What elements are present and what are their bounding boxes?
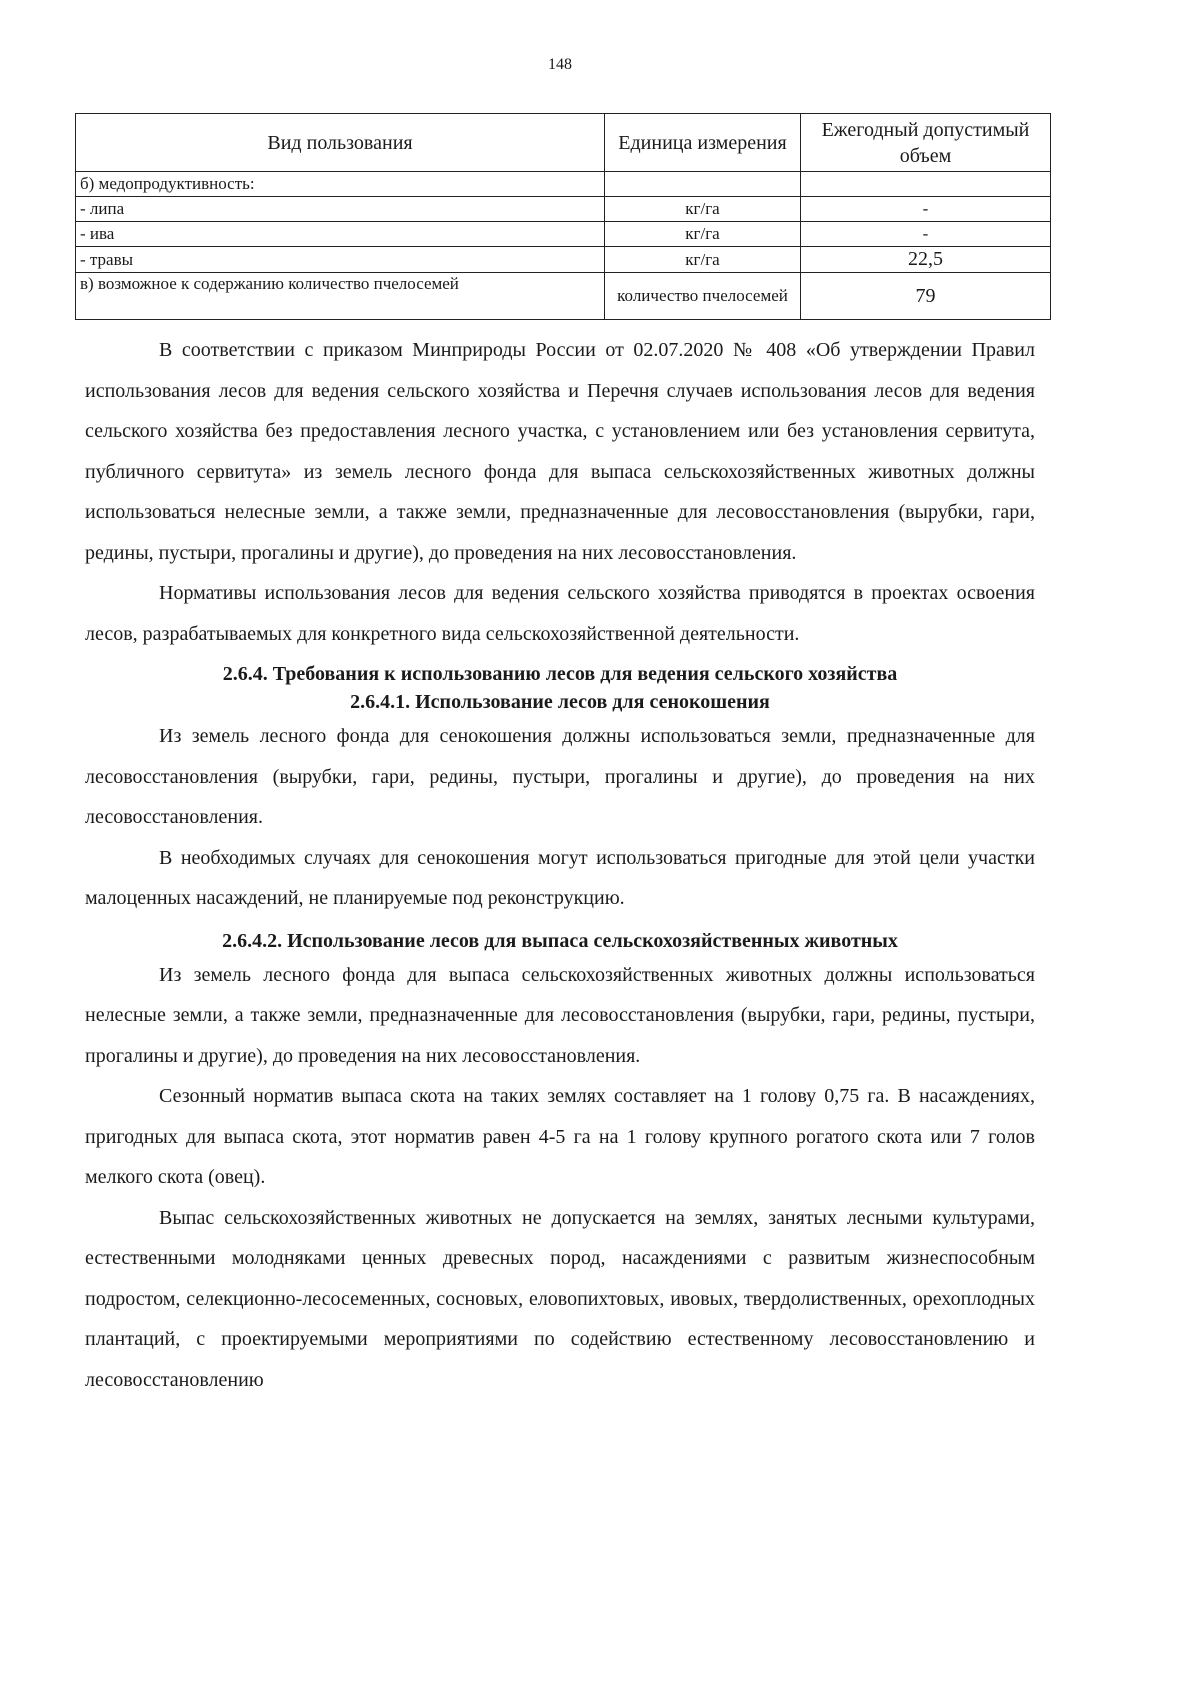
row-name: - липа (76, 197, 605, 222)
row-name: в) возможное к содержанию количество пчелосемей (76, 273, 605, 320)
row-value: 79 (801, 273, 1051, 320)
paragraph-norms: Нормативы использования лесов для ведения сельского хозяйства приводятся в проектах освоения лесов, разрабатываемых для конкретного вида сельскохозяйственной деятельности. (85, 582, 1035, 645)
section-heading-2-6-4-2: 2.6.4.2. Использование лесов для выпаса сельскохозяйственных животных (222, 929, 898, 952)
header-annual-volume: Ежегодный допустимый объем (801, 114, 1051, 172)
paragraph-grazing-restrictions: Выпас сельскохозяйственных животных не допускается на землях, занятых лесными культурами, естественными молодняками ценных древесных пород, насаждениями с развитым жизнеспособным подростом, селекционно-лесосеменных, сосновых, еловопихтовых, ивовых, твердолиственных, орехоплодных плантаций, с проектируемыми мероприятиями по содействию естественному лесовосстановлению и лесовосстановлению (85, 1206, 1035, 1391)
row-unit: кг/га (605, 247, 801, 273)
table-header-row (76, 114, 1051, 172)
table-row (76, 172, 1051, 197)
paragraph-grazing-lands: Из земель лесного фонда для выпаса сельскохозяйственных животных должны использоваться нелесные земли, а также земли, предназначенные для лесовосстановления (вырубки, гари, редины, пустыри, прогалины и другие), до проведения на них лесовосстановления. (85, 963, 1035, 1067)
row-name: - ива (76, 222, 605, 247)
forest-use-table (75, 113, 1051, 320)
row-value: - (801, 197, 1051, 222)
paragraph-grazing-norm: Сезонный норматив выпаса скота на таких землях составляет на 1 голову 0,75 га. В насаждениях, пригодных для выпаса скота, этот норматив равен 4-5 га на 1 голову крупного рогатого скота или 7 голов мелкого скота (овец). (85, 1085, 1035, 1188)
paragraph-haymaking-cases: В необходимых случаях для сенокошения могут использоваться пригодные для этой цели участки малоценных насаждений, не планируемые под реконструкцию. (85, 846, 1035, 909)
row-unit: кг/га (605, 222, 801, 247)
paragraph-haymaking-lands: Из земель лесного фонда для сенокошения должны использоваться земли, предназначенные для лесовосстановления (вырубки, гари, редины, пустыри, прогалины и другие), до проведения на них лесовосстановления. (85, 725, 1035, 828)
row-value: - (801, 222, 1051, 247)
section-heading-2-6-4-1: 2.6.4.1. Использование лесов для сенокошения (350, 691, 770, 713)
paragraph-order-408: В соответствии с приказом Минприроды России от 02.07.2020 № 408 «Об утверждении Правил использования лесов для ведения сельского хозяйства и Перечня случаев использования лесов для ведения сельского хозяйства без предоставления лесного участка, с установлением или без установления сервитута, публичного сервитута» из земель лесного фонда для выпаса сельскохозяйственных животных должны использоваться нелесные земли, а также земли, предназначенные для лесовосстановления (вырубки, гари, редины, пустыри, прогалины и другие), до проведения на них лесовосстановления. (85, 339, 1035, 564)
section-heading-2-6-4: 2.6.4. Требования к использованию лесов для ведения сельского хозяйства (222, 663, 898, 685)
row-unit: количество пчелосемей (605, 273, 801, 320)
header-unit: Единица измерения (605, 114, 801, 172)
row-unit: кг/га (605, 197, 801, 222)
row-name: - травы (76, 247, 605, 273)
row-value (801, 172, 1051, 197)
row-name: б) медопродуктивность: (76, 172, 605, 197)
header-usage-type: Вид пользования (76, 114, 605, 172)
table-row (76, 273, 1051, 320)
table-row (76, 247, 1051, 273)
page-number: 148 (548, 56, 572, 73)
table-row (76, 222, 1051, 247)
row-value: 22,5 (801, 247, 1051, 273)
table-row (76, 197, 1051, 222)
document-body (85, 330, 1035, 1400)
row-unit (605, 172, 801, 197)
